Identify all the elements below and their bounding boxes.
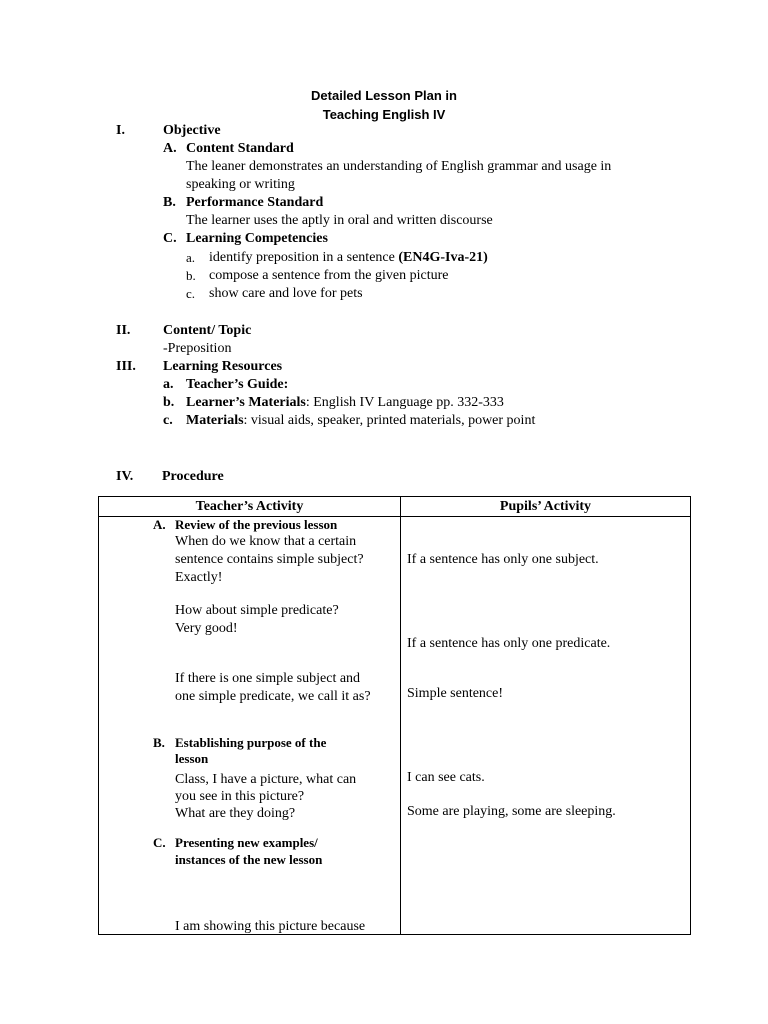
pupils-activity-cell xyxy=(401,517,690,934)
teacher-activity-header: Teacher’s Activity xyxy=(195,499,304,514)
content-standard-heading: Content Standard xyxy=(186,141,294,156)
step-c-letter: C. xyxy=(153,835,166,850)
competency-letter-a: a. xyxy=(186,250,196,265)
section1-heading: Objective xyxy=(163,123,221,138)
teacher-line: sentence contains simple subject? xyxy=(175,552,364,567)
competency-letter-b: b. xyxy=(186,268,196,283)
table-row xyxy=(99,517,691,935)
teacher-line: If there is one simple subject and xyxy=(175,671,361,686)
performance-standard-heading: Performance Standard xyxy=(186,195,324,210)
step-c-heading-line2: instances of the new lesson xyxy=(175,852,323,867)
section2-text: -Preposition xyxy=(163,341,232,356)
teacher-line: Very good! xyxy=(175,621,238,636)
section4-number: IV. xyxy=(116,469,134,484)
pupil-response: If a sentence has only one predicate. xyxy=(407,636,611,651)
teacher-activity-cell xyxy=(99,517,400,934)
section2-heading: Content/ Topic xyxy=(163,323,252,338)
section2-number: II. xyxy=(116,323,131,338)
resource-item-materials: Materials: visual aids, speaker, printed materials, power point xyxy=(186,413,536,428)
resource-letter-a: a. xyxy=(163,377,174,392)
pupil-response: If a sentence has only one subject. xyxy=(407,552,599,567)
resource-letter-b: b. xyxy=(163,395,175,410)
content-standard-letter: A. xyxy=(163,141,177,156)
step-b-letter: B. xyxy=(153,735,165,750)
competency-item-b: compose a sentence from the given picture xyxy=(209,268,449,283)
step-a-heading: Review of the previous lesson xyxy=(175,517,338,532)
table-header-row xyxy=(99,497,691,517)
content-standard-text-line1: The leaner demonstrates an understanding of English grammar and usage in xyxy=(186,159,612,174)
resource-item-teachers-guide: Teacher’s Guide: xyxy=(186,377,289,392)
teacher-line: I am showing this picture because xyxy=(175,919,366,934)
content-standard-text-line2: speaking or writing xyxy=(186,177,295,192)
teacher-line: Class, I have a picture, what can xyxy=(175,772,357,787)
competency-code: (EN4G-Iva-21) xyxy=(398,250,488,265)
step-a-letter: A. xyxy=(153,517,166,532)
step-b-heading-line1: Establishing purpose of the xyxy=(175,735,327,750)
section3-number: III. xyxy=(116,359,136,374)
teacher-line: How about simple predicate? xyxy=(175,603,339,618)
section3-heading: Learning Resources xyxy=(163,359,283,374)
section4-heading: Procedure xyxy=(162,469,224,484)
competency-letter-c: c. xyxy=(186,286,196,301)
teacher-line: one simple predicate, we call it as? xyxy=(175,689,371,704)
pupil-response: Simple sentence! xyxy=(407,686,504,701)
resource-letter-c: c. xyxy=(163,413,173,428)
doc-title-line2: Teaching English IV xyxy=(322,107,446,122)
step-c-heading-line1: Presenting new examples/ xyxy=(175,835,318,850)
competency-item-a: identify preposition in a sentence (EN4G-Iva-21) xyxy=(209,250,488,265)
teacher-line: What are they doing? xyxy=(175,806,296,821)
teacher-line: you see in this picture? xyxy=(175,789,305,804)
competencies-letter: C. xyxy=(163,231,177,246)
doc-title-line1: Detailed Lesson Plan in xyxy=(311,88,457,103)
pupil-response: I can see cats. xyxy=(407,770,485,785)
pupils-activity-header: Pupils’ Activity xyxy=(499,499,592,514)
procedure-table xyxy=(98,496,691,935)
step-b-heading-line2: lesson xyxy=(175,751,209,766)
teacher-line: When do we know that a certain xyxy=(175,534,357,549)
resource-item-learners-materials: Learner’s Materials: English IV Language pp. 332-333 xyxy=(186,395,504,410)
performance-standard-letter: B. xyxy=(163,195,176,210)
pupil-response: Some are playing, some are sleeping. xyxy=(407,804,616,819)
teacher-line: Exactly! xyxy=(175,570,223,585)
competency-item-c: show care and love for pets xyxy=(209,286,363,301)
performance-standard-text: The learner uses the aptly in oral and written discourse xyxy=(186,213,493,228)
section1-number: I. xyxy=(116,123,125,138)
competencies-heading: Learning Competencies xyxy=(186,231,328,246)
